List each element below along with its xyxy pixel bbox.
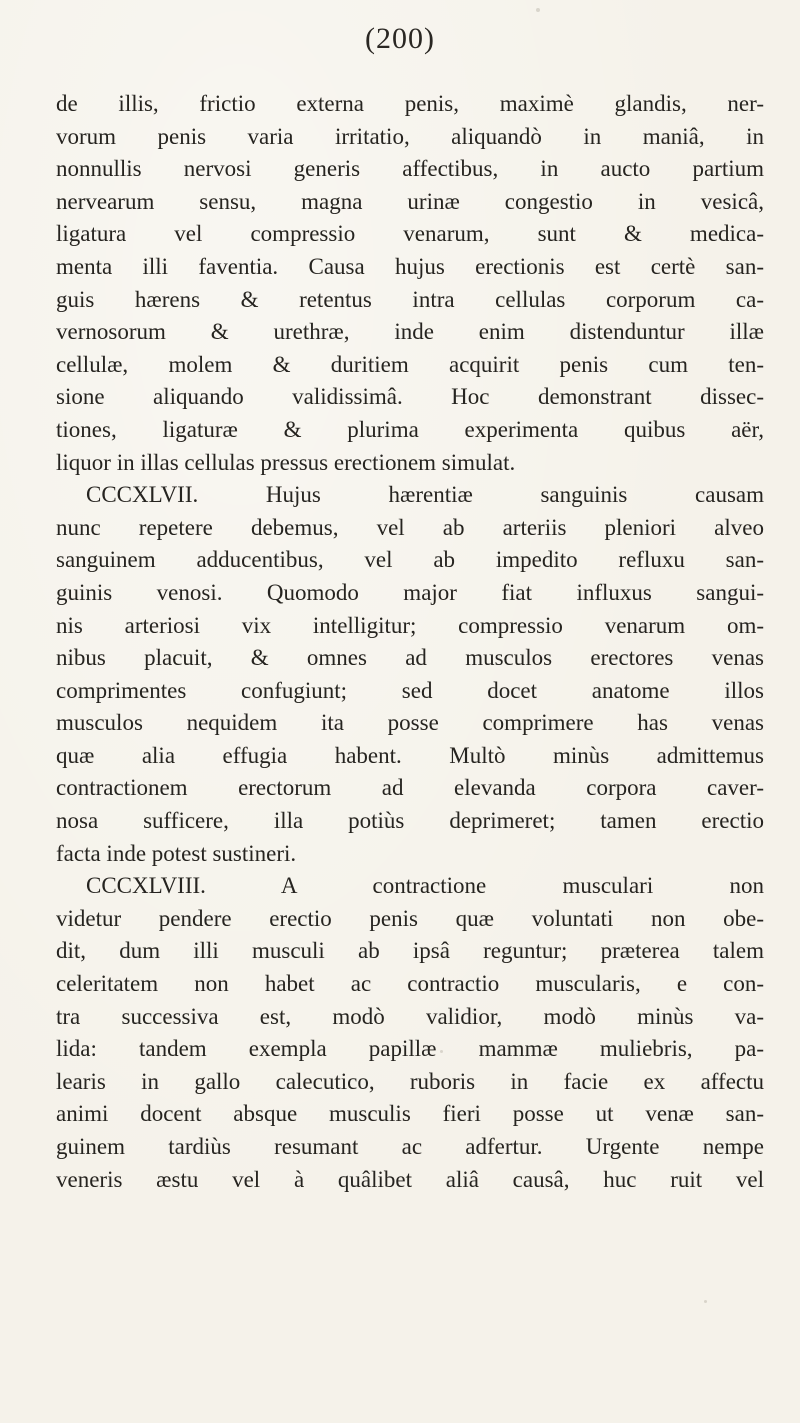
text-line: contractionem erectorum ad elevanda corpora caver- <box>56 775 764 801</box>
text-line: quæ alia effugia habent. Multò minùs admittemus <box>56 742 764 768</box>
paper-speck <box>704 1300 707 1303</box>
text-line: lida: tandem exempla papillæ mammæ muliebris, pa- <box>56 1036 764 1062</box>
text-line: veneris æstu vel à quâlibet aliâ causâ, huc ruit vel <box>56 1166 764 1192</box>
paper-speck <box>536 8 540 12</box>
text-line: musculos nequidem ita posse comprimere has venas <box>56 710 764 736</box>
text-line: de illis, frictio externa penis, maximè glandis, ner- <box>56 91 764 116</box>
section-heading-line: CCCXLVIII. A contractione musculari non <box>86 873 764 899</box>
text-line: ligatura vel compressio venarum, sunt & medica- <box>56 221 764 247</box>
page-number: (200) <box>365 22 435 55</box>
text-line: animi docent absque musculis fieri posse ut venæ san- <box>56 1101 764 1127</box>
text-line: tiones, ligaturæ & plurima experimenta quibus aër, <box>56 416 764 442</box>
text-line: guis hærens & retentus intra cellulas corporum ca- <box>56 286 764 312</box>
text-line: sanguinem adducentibus, vel ab impedito refluxu san- <box>56 547 764 573</box>
text-line: nibus placuit, & omnes ad musculos erectores venas <box>56 645 764 671</box>
text-line: vorum penis varia irritatio, aliquandò in maniâ, in <box>56 123 764 149</box>
text-line: dit, dum illi musculi ab ipsâ reguntur; præterea talem <box>56 938 764 964</box>
text-line: vernosorum & urethræ, inde enim distenduntur illæ <box>56 319 764 345</box>
text-line: comprimentes confugiunt; sed docet anatome illos <box>56 677 764 703</box>
text-line: guinis venosi. Quomodo major fiat influxus sangui- <box>56 579 764 605</box>
body-text <box>56 88 764 1196</box>
text-line: celeritatem non habet ac contractio muscularis, e con- <box>56 971 764 997</box>
text-line: tra successiva est, modò validior, modò minùs va- <box>56 1003 764 1029</box>
text-line: cellulæ, molem & duritiem acquirit penis cum ten- <box>56 351 764 377</box>
text-line: nis arteriosi vix intelligitur; compressio venarum om- <box>56 612 764 638</box>
paper-speck <box>440 1050 443 1053</box>
text-line: guinem tardiùs resumant ac adfertur. Urgente nempe <box>56 1134 764 1159</box>
text-line: nunc repetere debemus, vel ab arteriis pleniori alveo <box>56 514 764 540</box>
text-line: nonnullis nervosi generis affectibus, in aucto partium <box>56 156 764 182</box>
text-line: facta inde potest sustineri. <box>56 840 297 866</box>
text-line: liquor in illas cellulas pressus erectionem simulat. <box>56 449 516 475</box>
text-line: nervearum sensu, magna urinæ congestio in vesicâ, <box>56 188 764 214</box>
text-line: learis in gallo calecutico, ruboris in facie ex affectu <box>56 1068 764 1094</box>
text-line: menta illi faventia. Causa hujus erectionis est certè san- <box>56 253 764 279</box>
text-line: sione aliquando validissimâ. Hoc demonstrant dissec- <box>56 384 764 410</box>
text-line: nosa sufficere, illa potiùs deprimeret; tamen erectio <box>56 808 764 834</box>
text-line: videtur pendere erectio penis quæ voluntati non obe- <box>56 905 764 931</box>
section-heading-line: CCCXLVII. Hujus hærentiæ sanguinis causam <box>86 482 764 508</box>
